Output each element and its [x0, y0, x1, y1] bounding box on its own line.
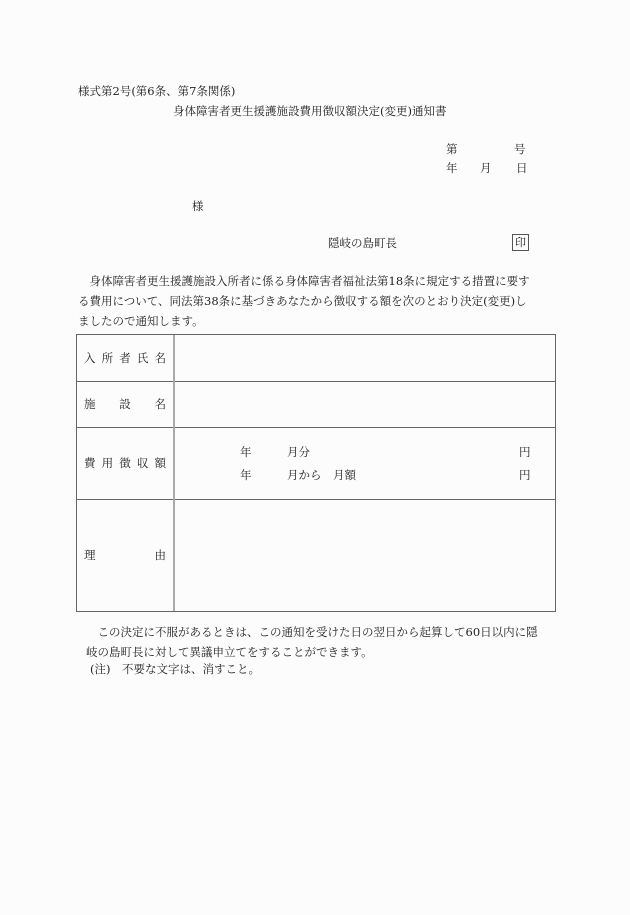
- fee-line2-yen: 円: [519, 468, 531, 482]
- body-paragraph: [78, 271, 558, 331]
- addressee-honorific: 様: [192, 199, 204, 213]
- fee-line2-year: 年: [240, 468, 252, 482]
- seal-stamp-icon: 印: [512, 234, 529, 251]
- footer-line: この決定に不服があるときは、この通知を受けた日の翌日から起算して60日以内に隠: [86, 625, 538, 639]
- date-month: 月: [480, 161, 492, 175]
- table-row-facility-name: [77, 381, 555, 428]
- table-row-reason: [77, 499, 555, 611]
- label-reason: [77, 499, 175, 611]
- label-char: 理: [84, 548, 96, 562]
- table-row-resident-name: [77, 335, 555, 382]
- label-char: 氏: [136, 351, 149, 365]
- label-char: 名: [154, 397, 166, 411]
- label-char: 由: [154, 548, 166, 562]
- table-row-fee-amount: [77, 427, 555, 500]
- fee-amount-field[interactable]: [177, 427, 555, 499]
- label-fee-amount: [77, 427, 175, 499]
- label-char: 施: [84, 397, 96, 411]
- label-char: 用: [101, 456, 114, 470]
- fee-line1-month: 月分: [287, 445, 310, 459]
- label-facility-name: [77, 381, 175, 427]
- facility-name-field[interactable]: [177, 381, 555, 427]
- appeal-notice: [86, 622, 566, 662]
- fee-line1-yen: 円: [519, 445, 531, 459]
- label-char: 入: [84, 351, 96, 365]
- body-line: ましたので通知します。: [78, 314, 204, 328]
- decision-table: [76, 334, 556, 612]
- issuer-name: 隠岐の島町長: [328, 236, 397, 250]
- note: (注) 不要な文字は、消すこと。: [90, 662, 260, 676]
- label-char: 設: [119, 397, 131, 411]
- label-char: 者: [119, 351, 131, 365]
- label-char: 収: [136, 456, 149, 470]
- body-line: る費用について、同法第38条に基づきあなたから徴収する額を次のとおり決定(変更)し: [78, 294, 527, 308]
- form-reference: 様式第2号(第6条、第7条関係): [78, 84, 236, 98]
- document-title: 身体障害者更生援護施設費用徴収額決定(変更)通知書: [173, 104, 447, 118]
- body-line: 身体障害者更生援護施設入所者に係る身体障害者福祉法第18条に規定する措置に要す: [78, 274, 530, 288]
- resident-name-field[interactable]: [177, 335, 555, 381]
- number-suffix: 号: [514, 142, 526, 156]
- fee-line1-year: 年: [240, 445, 252, 459]
- reason-field[interactable]: [177, 499, 555, 611]
- footer-line: 岐の島町長に対して異議申立てをすることができます。: [86, 645, 373, 659]
- label-char: 額: [154, 456, 166, 470]
- label-char: 名: [154, 351, 166, 365]
- label-char: 徴: [119, 456, 131, 470]
- number-prefix: 第: [446, 142, 458, 156]
- date-year: 年: [446, 161, 458, 175]
- fee-line2-month: 月から 月額: [287, 468, 356, 482]
- date-day: 日: [516, 161, 528, 175]
- label-resident-name: [77, 335, 175, 381]
- label-char: 所: [101, 351, 114, 365]
- label-char: 費: [84, 456, 96, 470]
